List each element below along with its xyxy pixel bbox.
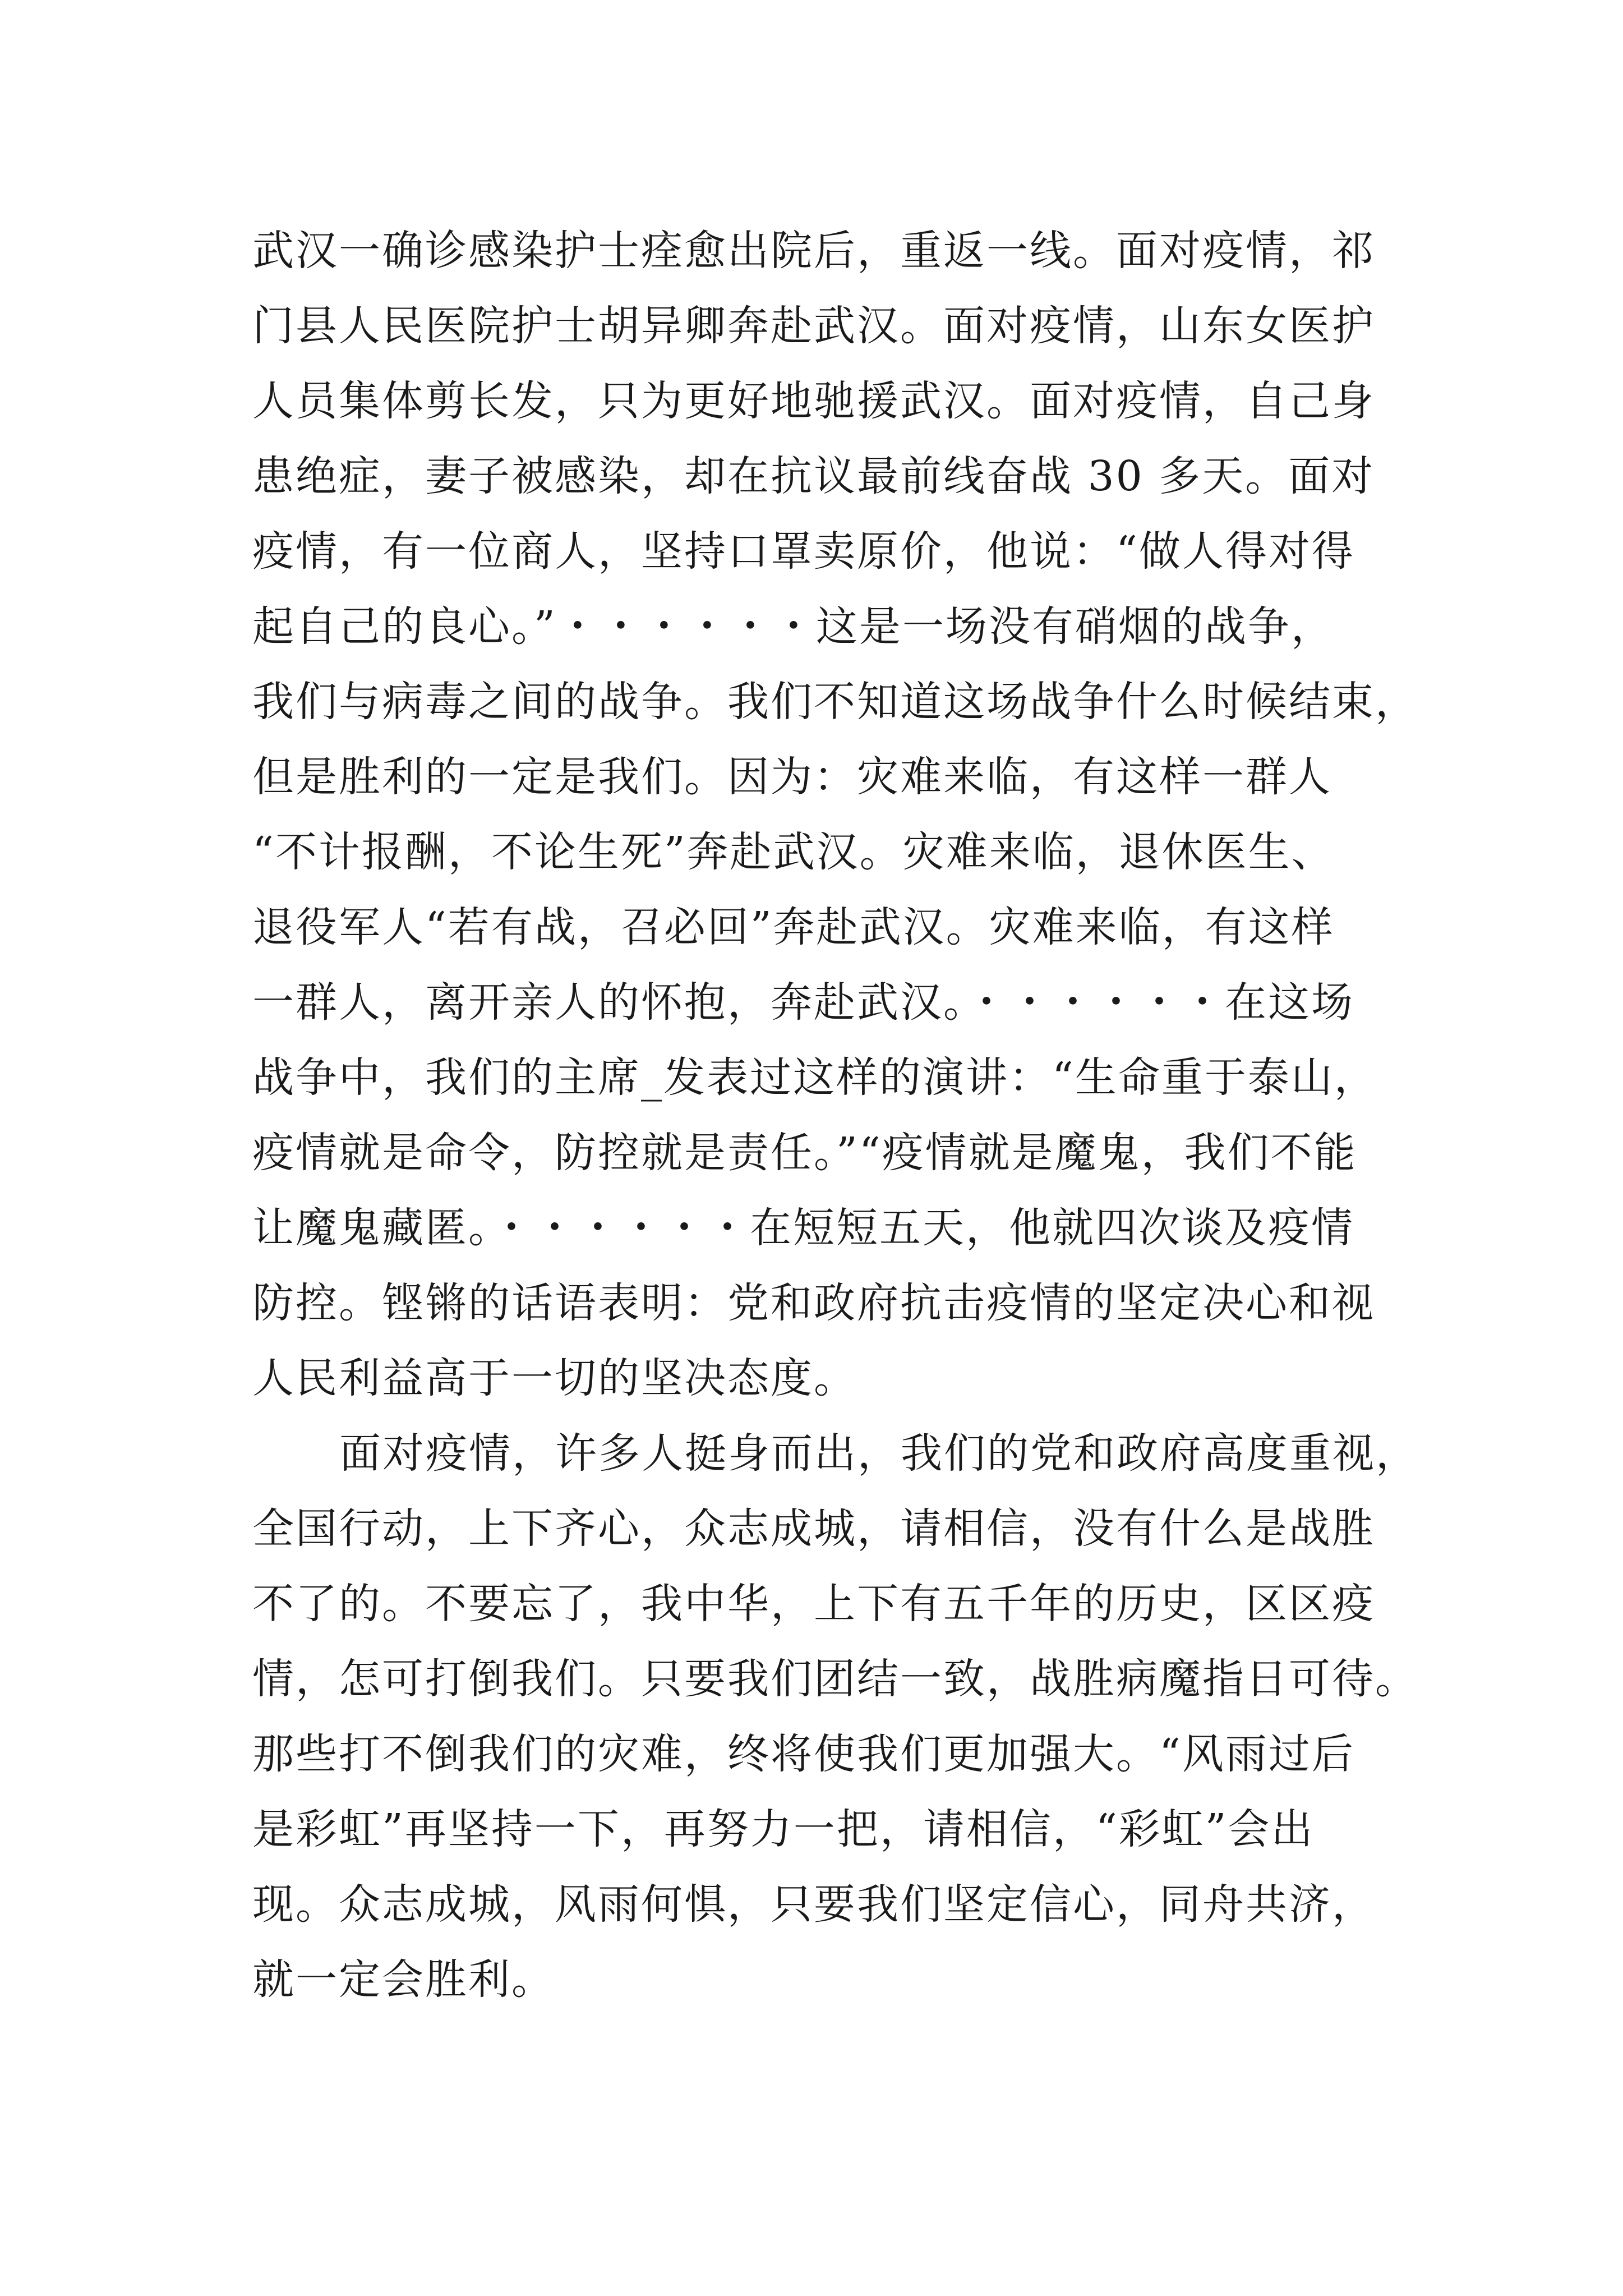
text-line: 一群人，离开亲人的怀抱，奔赴武汉。・・・・・・在这场 [252, 978, 1354, 1027]
text-line: 不了的。不要忘了，我中华，上下有五千年的历史，区区疫 [252, 1580, 1375, 1628]
text-line: 现。众志成城，风雨何惧，只要我们坚定信心，同舟共济， [252, 1880, 1375, 1929]
text-line: 防控。铿锵的话语表明：党和政府抗击疫情的坚定决心和视 [252, 1279, 1375, 1327]
text-line: 疫情就是命令，防控就是责任。”“疫情就是魔鬼，我们不能 [252, 1129, 1357, 1177]
text-line: 门县人民医院护士胡异卿奔赴武汉。面对疫情，山东女医护 [252, 302, 1375, 350]
text-line: 患绝症，妻子被感染，却在抗议最前线奋战 30 多天。面对 [252, 452, 1375, 500]
text-line: 战争中，我们的主席_发表过这样的演讲：“生命重于泰山， [252, 1053, 1377, 1102]
text-line: 人员集体剪长发，只为更好地驰援武汉。面对疫情，自己身 [252, 377, 1375, 425]
text-line: 退役军人“若有战，召必回”奔赴武汉。灾难来临，有这样 [252, 903, 1335, 951]
text-line: 面对疫情，许多人挺身而出，我们的党和政府高度重视， [339, 1429, 1419, 1478]
text-line: 情，怎可打倒我们。只要我们团结一致，战胜病魔指日可待。 [252, 1655, 1418, 1703]
text-line: 人民利益高于一切的坚决态度。 [252, 1354, 857, 1402]
text-line: 让魔鬼藏匿。・・・・・・在短短五天，他就四次谈及疫情 [252, 1204, 1354, 1252]
paragraph-1 [252, 213, 1418, 1416]
text-line: 那些打不倒我们的灾难，终将使我们更加强大。“风雨过后 [252, 1730, 1355, 1778]
text-line: 武汉一确诊感染护士痊愈出院后，重返一线。面对疫情，祁 [252, 227, 1375, 275]
text-line: 就一定会胜利。 [252, 1955, 555, 2004]
text-line: 起自己的良心。”・・・・・・这是一场没有硝烟的战争， [252, 602, 1334, 651]
text-line: “不计报酬，不论生死”奔赴武汉。灾难来临，退休医生、 [252, 828, 1335, 876]
text-line: 全国行动，上下齐心，众志成城，请相信，没有什么是战胜 [252, 1504, 1375, 1553]
paragraph-2 [252, 1416, 1419, 2017]
body-text [252, 213, 1419, 2017]
text-line: 疫情，有一位商人，坚持口罩卖原价，他说：“做人得对得 [252, 527, 1355, 576]
text-line: 我们与病毒之间的战争。我们不知道这场战争什么时候结束， [252, 678, 1418, 726]
text-line: 是彩虹”再坚持一下，再努力一把，请相信，“彩虹”会出 [252, 1805, 1315, 1853]
text-line: 但是胜利的一定是我们。因为：灾难来临，有这样一群人 [252, 753, 1332, 801]
